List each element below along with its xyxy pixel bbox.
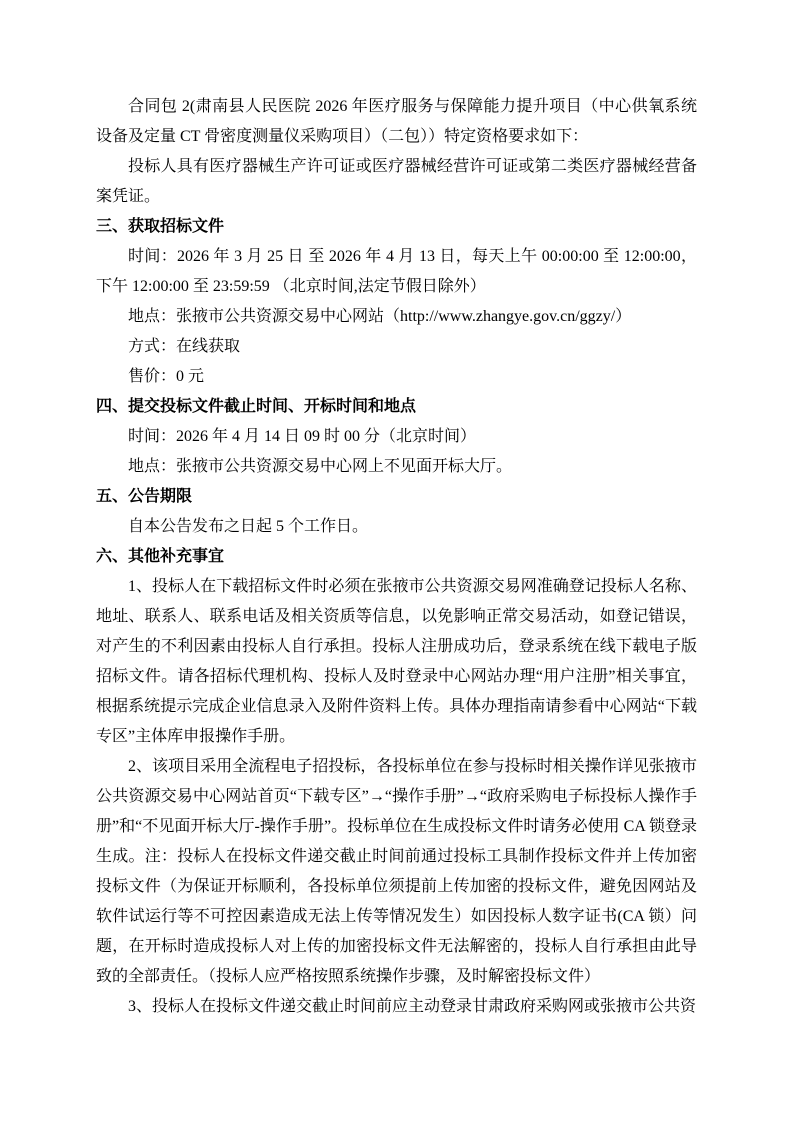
heading-other-supplementary-matters: 六、其他补充事宜 (96, 548, 225, 565)
para-other-matters-1: 1、投标人在下载招标文件时必须在张掖市公共资源交易网准确登记投标人名称、地址、联系人、联系电话及相关资质等信息，以免影响正常交易活动，如登记错误，对产生的不利因素由投标人自行承担。投标人注册成功后，登录系统在线下载电子版招标文件。请各招标代理机构、投标人及时登录中心网站办理“用户注册”相关事宜，根据系统提示完成企业信息录入及附件资料上传。具体办理指南请参看中心网站“下载专区”主体库申报操作手册。 (96, 578, 697, 745)
para-obtain-price: 售价：0 元 (128, 368, 205, 385)
para-announcement-period: 自本公告发布之日起 5 个工作日。 (128, 518, 369, 535)
document-body (96, 92, 697, 1022)
para-obtain-method: 方式：在线获取 (128, 338, 241, 355)
heading-submission-deadline-opening: 四、提交投标文件截止时间、开标时间和地点 (96, 398, 417, 415)
para-obtain-location: 地点：张掖市公共资源交易中心网站（http://www.zhangye.gov.cn/ggzy/） (128, 308, 632, 325)
para-bid-opening-time: 时间：2026 年 4 月 14 日 09 时 00 分（北京时间） (128, 428, 477, 445)
para-bidder-qualification: 投标人具有医疗器械生产许可证或医疗器械经营许可证或第二类医疗器械经营备案凭证。 (96, 158, 697, 205)
heading-announcement-period: 五、公告期限 (96, 488, 193, 505)
para-other-matters-2: 2、该项目采用全流程电子招投标，各投标单位在参与投标时相关操作详见张掖市公共资源交易中心网站首页“下载专区”→“操作手册”→“政府采购电子标投标人操作手册”和“不见面开标大厅-操作手册”。投标单位在生成投标文件时请务必使用 CA 锁登录生成。注：投标人在投标文件递交截止时间前通过投标工具制作投标文件并上传加密投标文件（为保证开标顺利，各投标单位须提前上传加密的投标文件，避免因网站及软件试运行等不可控因素造成无法上传等情况发生）如因投标人数字证书(CA 锁）问题，在开标时造成投标人对上传的加密投标文件无法解密的，投标人自行承担由此导致的全部责任。（投标人应严格按照系统操作步骤，及时解密投标文件） (96, 758, 697, 985)
para-obtain-time: 时间：2026 年 3 月 25 日 至 2026 年 4 月 13 日，每天上午 00:00:00 至 12:00:00，下午 12:00:00 至 23:59:59 （北京时间,法定节假日除外） (96, 248, 697, 295)
para-bid-opening-location: 地点：张掖市公共资源交易中心网上不见面开标大厅。 (128, 458, 513, 475)
heading-obtain-tender-documents: 三、获取招标文件 (96, 218, 225, 235)
para-contract-package-2: 合同包 2(肃南县人民医院 2026 年医疗服务与保障能力提升项目（中心供氧系统设备及定量 CT 骨密度测量仪采购项目）（二包））特定资格要求如下： (96, 98, 697, 145)
para-other-matters-3: 3、投标人在投标文件递交截止时间前应主动登录甘肃政府采购网或张掖市公共资 (128, 998, 697, 1015)
